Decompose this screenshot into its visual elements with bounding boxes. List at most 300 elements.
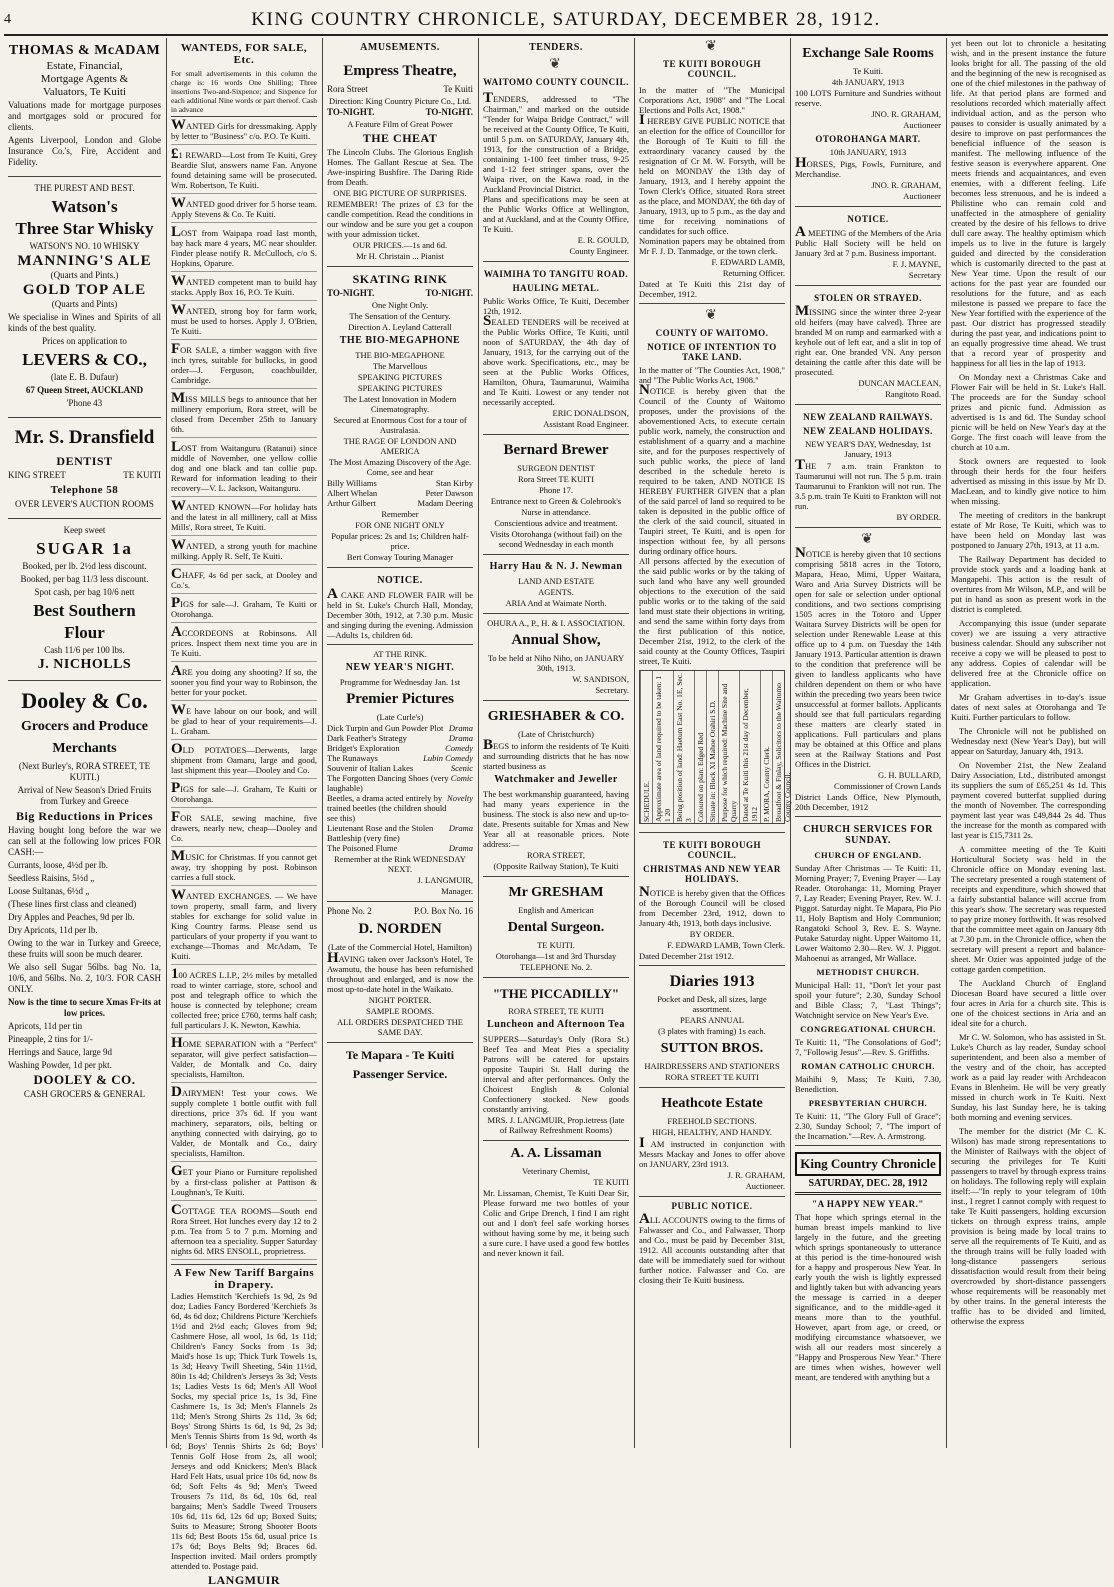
- premier-title: Premier Pictures: [346, 691, 454, 707]
- programme-list: [327, 723, 473, 853]
- classified-ad: WE have labour on our book, and will be glad to hear of your requirements—J. L. Graham.: [171, 705, 317, 740]
- manager-name: J. LANGMUIR,: [417, 875, 473, 885]
- borough-council: TE KUITI BOROUGH COUNCIL.: [662, 840, 762, 860]
- land-matter: In the matter of "The Counties Act, 1908," and "The Public Works Act, 1908.": [639, 365, 785, 385]
- bio-megaphone: THE BIO-MEGAPHONE: [339, 335, 461, 346]
- sugar-ad: [8, 519, 161, 681]
- whisky-prices: Prices on application to: [42, 336, 127, 346]
- at-the-rink: AT THE RINK.: [373, 649, 427, 659]
- grieshaber-ad: [483, 701, 629, 877]
- holidays-body: NOTICE is hereby given that the Offices of the Borough Council will be closed from December 23rd, 1912, down to January 4th, 1913, both days inclusive.: [639, 884, 785, 928]
- column-7: [947, 38, 1110, 1448]
- programme-row: [327, 793, 473, 823]
- speaking-pictures: SPEAKING PICTURES: [357, 372, 443, 382]
- programme-film: Bridget's Exploration: [327, 743, 400, 753]
- gresham-name: Mr GRESHAM: [508, 885, 604, 900]
- marvellous: The Marvellous: [372, 361, 428, 371]
- mcadam-ad: [8, 38, 161, 177]
- mcadam-name: THOMAS & McADAM: [8, 43, 161, 58]
- dooley-item: Dry Apricots, 11d per lb.: [8, 925, 98, 935]
- grieshaber-late: (Late of Christchurch): [518, 729, 594, 739]
- crest-icon: ❦: [705, 308, 719, 323]
- classified-ad: WANTED KNOWN—For holiday hats and the latest in all millinery, call at Miss Mills', Rora street, Te Kuiti.: [171, 501, 317, 536]
- hauling-tender: [483, 262, 629, 435]
- news-item: The member for the district (Mr C. K. Wilson) has made strong representations to the Minister of Railways with the object of securing the privileges for Te Kuiti passengers to travel by through express trains on holidays. The following reply will explain itself:—"In reply to your telegram of 10th inst., I regret I cannot comply with request to take Te Kuiti passengers, holding excursion tickets on through express trains, ample provision is being made by local trains to serve all the requirements of Te Kuiti, and as the through trains will be fully loaded with long-distance passengers serious dissatisfaction would result from their being overcrowded by short-distance passengers whose requirements will be reasonably met by other trains. In the general interests the traffic has to be divided and limited, otherwise the express: [951, 1126, 1106, 1326]
- norden-ad: [327, 902, 473, 1043]
- maclean-name: DUNCAN MACLEAN,: [858, 378, 941, 388]
- railways-heading: NEW ZEALAND RAILWAYS.: [803, 412, 933, 422]
- ale-sub: (Quarts and Pints.): [50, 270, 119, 280]
- night-porter: NIGHT PORTER.: [368, 995, 432, 1005]
- programme-row: [327, 823, 473, 843]
- ale-name: MANNING'S ALE: [17, 253, 152, 269]
- cong-heading: CONGREGATIONAL CHURCH.: [800, 1024, 936, 1034]
- gresham-tel: TELEPHONE No. 2.: [519, 962, 593, 972]
- hau-newman-name: Harry Hau & N. J. Newman: [489, 561, 623, 572]
- empress-direction: Direction: King Country Picture Co., Ltd.: [328, 96, 472, 106]
- manager-title: Manager.: [441, 886, 473, 896]
- brewer-name: Bernard Brewer: [503, 442, 609, 458]
- nicholls-name: J. NICHOLLS: [37, 657, 132, 672]
- norden-pobox: P.O. Box No. 16: [413, 906, 473, 916]
- sugar-line: Spot cash, per bag 10/6 nett: [34, 587, 135, 597]
- lissaman-town: TE KUITI: [593, 1177, 629, 1187]
- column-5: [635, 38, 792, 1448]
- programme-row: [327, 843, 473, 853]
- editorial-continued: yet been out lot to chronicle a hesitating wish, and in the present instance the future looks bright for all. The passing of the old and the beginning of the new is recognised as one of the chief milestones in the pathway of life. At that period plans are formed and resolutions recorded which materially affect individual action, and as the person who pauses to consider is usually animated by a desire to improve on past performances the beneficial influence of the season is manifest. The mellowing influence of the festive season is everywhere apparent. One meets friends and acquaintances, and even enemies, with a different feeling. Life becomes less strenuous, and he is indeed a Philistine who can remain cold and unaffected in the atmosphere of geniality created by the desire of his fellows to drive dull care away. The healthy optimism which impels us to live in the future is largely guided and directed by the consideration which is customarily directed to the past at New Year time. Upon the result of our actions for the past year are founded our resolutions for the future, and as each milestone is passed we prepare to face the New Year fortified with the experience of the past. Our district has progressed steadily during the past year, and indications point to an equally progressive time ahead. We trust that a record year of prosperity and happiness for all lies in the lap of 1913.: [951, 38, 1106, 368]
- remember-word: Remember: [381, 509, 419, 519]
- programme-film: Souvenir of Italian Lakes: [327, 763, 414, 773]
- remember-line: REMEMBER! The prizes of £3 for the candle competition. Read the conditions in our window and be sure you get a coupon with your admission ticket.: [327, 199, 473, 239]
- otor-mart: OTOROHANGA MART.: [815, 134, 921, 144]
- meth-body: Municipal Hall: 11, "Don't let your past spoil your future"; 2.30, Sunday School and Bible Class; 7, "Last Things"; Watchnight service on New Year's Eve.: [795, 980, 941, 1020]
- ale-name: GOLD TOP ALE: [22, 282, 147, 298]
- langmuir-footer: LANGMUIR: [208, 1573, 280, 1587]
- graham-title: Auctioneer: [903, 191, 941, 201]
- bridge-tender: [483, 90, 629, 262]
- schedule-cell: Purpose for which required: Machine Site and Quarry: [718, 671, 739, 823]
- waitomo-council: WAITOMO COUNTY COUNCIL.: [483, 77, 629, 87]
- feature-line: A Feature Film of Great Power: [347, 119, 453, 129]
- graham-title: Auctioneer: [903, 120, 941, 130]
- newspaper-title: KING COUNTRY CHRONICLE, SATURDAY, DECEMBER 28, 1912.: [251, 9, 881, 30]
- dooley-item: Pineapple, 2 tins for 1/-: [8, 1034, 93, 1044]
- news-item: Stock owners are requested to look through their herds for the four heifers advertised as missing in this issue by Mr D. MacLean, and to kindly give notice to him when missing.: [951, 456, 1106, 506]
- ohura-show-ad: [483, 614, 629, 701]
- flour-cash: Cash 11/6 per 100 lbs.: [44, 645, 125, 655]
- schedule-cell: Being position of land: Haetum East No. 1E, Sec. 3: [673, 671, 694, 823]
- dooley-arrival: Arrival of New Season's Dried Fruits from Turkey and Greece: [17, 785, 152, 806]
- dransfield-street: KING STREET: [8, 470, 66, 480]
- brewer-nurse: Nurse in attendance.: [521, 507, 591, 517]
- schedule-table: [639, 670, 792, 824]
- tariff-heading: A Few New Tariff Bargains in Drapery.: [171, 1264, 317, 1291]
- classified-ad: WANTED, strong boy for farm work, must be used to horses. Apply J. O'Brien, Te Kuiti.: [171, 305, 317, 340]
- by-order: BY ORDER.: [896, 512, 941, 522]
- cast-name: Billy Williams: [327, 478, 377, 488]
- bridge-tender-body: TENDERS, addressed to "The Chairman," and marked on the outside "Tender for Waipa Bridge Contract," will be received at the County Office, Te Kuiti, until 5 p.m. on SATURDAY, January 4th, 1913, for the construction of a Bridge, containing 1-100 feet timber truss, 9-25 and 1-12 feet stringer spans, over the Waipa river, on the Kawa road, in the Auckland Provincial District.: [483, 90, 629, 194]
- sugar-line: Booked, per lb. 2½d less discount.: [22, 561, 147, 571]
- dransfield-ad: [8, 418, 161, 519]
- graham-name: J. R. GRAHAM,: [727, 1170, 785, 1180]
- crown-lands-notice: [795, 528, 941, 817]
- programme-film: Dick Turpin and Gun Powder Plot: [327, 723, 444, 733]
- programme-film: The Forgotten Dancing Shoes (very laughable): [327, 773, 449, 793]
- holidays-date: Dated December 21st 1912.: [639, 951, 734, 961]
- whisky-top: THE PUREST AND BEST.: [34, 183, 135, 193]
- classified-ad: ARE you doing any shooting? If so, the sooner you find your way to Robinson, the better for your pocket.: [171, 666, 317, 701]
- dransfield-over: OVER LEVER'S AUCTION ROOMS: [15, 499, 154, 509]
- classified-ad: PIGS for sale—J. Graham, Te Kuiti or Otorohanga.: [171, 598, 317, 623]
- column-6: [791, 38, 945, 1448]
- dooley-line: Grocers and Produce: [20, 719, 149, 734]
- schedule-cell: Approximate area of land required to be taken: 1 1 20: [652, 671, 673, 823]
- donaldson-name: ERIC DONALDSON,: [552, 408, 629, 418]
- dooley-owing: Owing to the war in Turkey and Greece, these fruits will soon be much dearer.: [8, 938, 161, 959]
- piccadilly-sign: MRS. J. LANGMUIR, Prop.ietress (late of Railway Refreshment Rooms): [487, 1115, 625, 1135]
- whisky-ad: [8, 177, 161, 418]
- editorial-heading: "A HAPPY NEW YEAR.": [812, 1199, 924, 1209]
- pears-annual: PEARS ANNUAL: [680, 1015, 744, 1025]
- levers-address: 67 Queen Street, AUCKLAND: [25, 385, 144, 395]
- meth-heading: METHODIST CHURCH.: [816, 967, 920, 977]
- dransfield-town: TE KUITI: [123, 470, 161, 480]
- bio-megaphone: THE BIO-MEGAPHONE: [355, 350, 445, 360]
- norden-name: D. NORDEN: [358, 921, 442, 937]
- programme-line: Programme for Wednesday Jan. 1st: [339, 677, 461, 687]
- programme-row: [327, 743, 473, 753]
- norden-body: HAVING taken over Jackson's Hotel, Te Awamutu, the house has been refurnished throughout and enlarged, and is now the most up-to-date hotel in the Waikato.: [327, 950, 473, 994]
- schedule-cell: Situate in: Block XI Mahoe Orahiri S.D.: [706, 671, 718, 823]
- church-heading: CHURCH SERVICES FOR SUNDAY.: [803, 824, 933, 846]
- direction-line: Direction A. Leyland Catterall: [348, 322, 452, 332]
- stolen-notice: [795, 286, 941, 405]
- sandison: W. SANDISON,: [572, 674, 629, 684]
- take-land-notice: [639, 304, 792, 833]
- intention-heading: NOTICE OF INTENTION TO TAKE LAND.: [647, 342, 777, 362]
- gould-title: County Engineer.: [569, 246, 629, 256]
- borough-council: TE KUITI BOROUGH COUNCIL.: [662, 59, 762, 79]
- graham-name: JNO. R. GRAHAM,: [871, 109, 941, 119]
- popular-prices: Popular prices: 2s and 1s; Children half-price.: [331, 531, 469, 551]
- aria-line: ARIA And at Waimate North.: [505, 598, 607, 608]
- gresham-town: TE KUITI.: [537, 940, 575, 950]
- classified-ad: OLD POTATOES—Derwents, large shipment from Oamaru, large and good, last shipment this year—Dooley and Co.: [171, 744, 317, 779]
- bullard-title: Commissioner of Crown Lands: [834, 781, 941, 791]
- one-night: One Night Only.: [371, 300, 429, 310]
- land-body: NOTICE is hereby given that the Council of the County of Waitomo proposes, under the provisions of the abovementioned Acts, to execute certain public work, namely, the construction and establishment of a quarry and a machine site, and for the purposes respectively of such public works, the piece of land described in the schedule hereto is required to be taken, AND NOTICE IS HEREBY FURTHER GIVEN that a plan of the said parcel of land so required to be taken is deposited in the public office of the clerk of the said council, situated in Taupiri street, Te Kuiti, and is open for inspection without fee, by all persons during ordinary office hours.: [639, 382, 785, 556]
- by-order: BY ORDER.: [689, 929, 735, 939]
- grieshaber-name: GRIESHABER & CO.: [487, 709, 625, 724]
- programme-genre: Drama: [448, 823, 473, 833]
- programme-genre: Comic: [450, 773, 473, 783]
- whisky-name: Three Star Whisky: [15, 219, 154, 238]
- whisky-spec: We specialise in Wines and Spirits of all kinds of the best quality.: [8, 312, 161, 333]
- film-list: The Lincoln Clubs. The Glorious English Homes. The Gallant Rescue at Sea. The Awe-inspiring Bushfire. The Daring Ride from Death.: [327, 147, 473, 187]
- programme-row: [327, 753, 473, 763]
- classified-ad: GET your Piano or Furniture repolished by a first-class polisher at Pattison & Loughnan's, Te Kuiti.: [171, 1166, 317, 1201]
- cast-name: Stan Kirby: [435, 478, 473, 488]
- cast-name: Peter Dawson: [425, 488, 473, 498]
- dooley-footer: DOOLEY & CO.: [33, 1072, 136, 1087]
- sealed-body: SEALED TENDERS will be received at the Public Works Office, Te Kuiti, until noon of SATURDAY, the 4th day of January, 1913, for the carrying out of the above work. Specifications, etc., may be seen at the Public Works Offices, Hamilton, Ohura, Taumarunui, Waimiha and Te Kuiti. Lowest or any tender not necessarily accepted.: [483, 313, 629, 407]
- sutton-address: RORA STREET TE KUITI: [665, 1072, 759, 1082]
- brewer-visits: Visits Otorohanga (without fail) on the second Wednesday in each month: [490, 529, 622, 549]
- heathcote-body: I AM instructed in conjunction with Messrs Mackay and Jones to offer above on JANUARY, 23rd 1913.: [639, 1135, 785, 1169]
- rage-line: THE RAGE OF LONDON AND AMERICA: [343, 436, 457, 456]
- holidays-heading: NEW ZEALAND HOLIDAYS.: [803, 426, 933, 436]
- railways-notice: [795, 405, 941, 528]
- programme-film: The Poisoned Flume: [327, 843, 398, 853]
- tonight-label: TO-NIGHT.: [327, 107, 375, 117]
- secretary: Secretary.: [595, 685, 629, 695]
- classified-ad: WANTED competent man to build hay stacks. Apply Box 16, P.O. Te Kuiti.: [171, 276, 317, 301]
- cake-fair-notice: [327, 568, 473, 645]
- ce-body: Sunday After Christmas — Te Kuiti: 11, Morning Prayer; 7, Evening Prayer — Lay Reader. Otorohanga: 11, Morning Prayer 7, Lay Reader; Evening Prayer, Rev. W. J. Piggot. Saturday night. Te Mapara, Pio Pio 11, Holy Baptism and Holy Communion; Rangatoki School 3, Rev. E. S. Wayne. Putake Saturday night. Upper Waitomo 11, Lower Waitomo 2.30—Rev. W. J. Piggot. Mahoenui as arranged, Mr Wallace.: [795, 863, 941, 963]
- wanteds-list: [171, 117, 317, 1260]
- public-notice-heading: PUBLIC NOTICE.: [671, 1201, 753, 1211]
- dooley-name: Dooley & Co.: [21, 688, 148, 713]
- levers-name: LEVERS & CO.,: [22, 350, 147, 369]
- mcadam-line: Estate, Financial,: [46, 60, 123, 72]
- town-clerk: F. EDWARD LAMB, Town Clerk.: [667, 940, 785, 950]
- programme-row: [327, 773, 473, 793]
- programme-film: Beetles, a drama acted entirely by trained beetles (the children should see this): [327, 793, 447, 823]
- piccadilly-luncheon: Luncheon and Afternoon Tea: [487, 1019, 625, 1030]
- grieshaber-street: RORA STREET,: [527, 850, 585, 860]
- dooley-now: Now is the time to secure Xmas Fr-its at low prices.: [8, 997, 161, 1018]
- heathcote-title: Heathcote Estate: [661, 1096, 763, 1111]
- classified-ad: FOR SALE, sewing machine, five drawers, nearly new, cheap—Dooley and Co.: [171, 812, 317, 847]
- piccadilly-name: "THE PICCADILLY": [492, 986, 620, 1001]
- column-2: [167, 38, 321, 1587]
- niho-line: To be held at Niho Niho, on JANUARY 30th, 1913.: [487, 653, 625, 673]
- news-item: The Railway Department has decided to provide stock yards and a loading bank at Mangapehi. This action is the result of overtures from Mr Wilson, M.P., and will be put in hand as soon as present work in the district is completed.: [951, 554, 1106, 614]
- classified-ad: WANTED, a strong youth for machine milking. Apply R. Self, Te Kuiti.: [171, 540, 317, 565]
- crest-icon: ❦: [705, 39, 719, 54]
- exchange-lots: 100 LOTS Furniture and Sundries without reserve.: [795, 88, 941, 108]
- election-date: Dated at Te Kuiti this 21st day of December, 1912.: [639, 279, 785, 299]
- wanteds-note: For small advertisements in this column the charge is: 16 words One Shilling; Three insertions Two-and-Sixpence; and Sixpence for each additional Nine words or part thereof. Cash in advance: [171, 69, 317, 117]
- cast-name: Albert Whelan: [327, 488, 378, 498]
- programme-genre: Novelty: [447, 793, 473, 803]
- dransfield-telephone: Telephone 58: [50, 484, 119, 496]
- dooley-ad: [8, 681, 161, 1108]
- news-item: The Chronicle will not be published on Wednesday next (New Year's Day), but will appear on Saturday, January 4th, 1913.: [951, 726, 1106, 756]
- classified-ad: 100 ACRES L.I.P., 2½ miles by metalled road to winter carriage, store, school and post and telegraph office to which the house is connected by telephone; cream collected free; price £760, terms half cash; full particulars J. K. Newton, Kawhia.: [171, 969, 317, 1034]
- mapara-service: Te Mapara - Te Kuiti Passenger Service.: [345, 1048, 455, 1081]
- exchange-title: Exchange Sale Rooms: [802, 46, 934, 61]
- dooley-item: Washing Powder, 1d per pkt.: [8, 1060, 112, 1070]
- maclean-address: Rangitoto Road.: [885, 389, 941, 399]
- crest-icon: ❦: [861, 532, 875, 547]
- news-item: Accompanying this issue (under separate cover) we are issuing a very attractive business calendar. Should any subscriber not receive a copy we will be pleased to post to any address. Copies of calendar will be delivered free at the Chronicle office on application.: [951, 618, 1106, 688]
- page-number: 4: [4, 12, 11, 27]
- dooley-line: Merchants: [52, 741, 117, 756]
- dooley-reductions: Big Reductions in Prices: [16, 809, 153, 823]
- dooley-footer2: CASH GROCERS & GENERAL: [23, 1089, 146, 1099]
- programme-row: [327, 723, 473, 733]
- amusements-heading: AMUSEMENTS.: [360, 42, 440, 53]
- dooley-item: Dry Apples and Peaches, 9d per lb.: [8, 912, 135, 922]
- classified-ad: COTTAGE TEA ROOMS—South end Rora Street. Hot lunches every day 12 to 2 p.m. Tea from 5 to 7 p.m. Morning and afternoon tea a speciality. Supper Saturday nights 6d. MRS ENSOLL, proprietress.: [171, 1205, 317, 1260]
- classified-ad: WANTED Girls for dressmaking. Apply by letter to "Business" c/o. P.O. Te Kuiti.: [171, 120, 317, 145]
- programme-genre: Drama: [448, 723, 473, 733]
- classified-ad: CHAFF, 4s 6d per sack, at Dooley and Co.'s.: [171, 569, 317, 594]
- public-notice: [639, 1201, 785, 1285]
- masthead-rule: [4, 34, 1108, 36]
- dransfield-role: DENTIST: [56, 454, 113, 468]
- classified-ad: £1 REWARD—Lost from Te Kuiti, Grey Beardie Slut, answers name Fan. Anyone found detaining same will be prosecuted. Wm. Robertson, Te Kuiti.: [171, 149, 317, 194]
- grieshaber-opp: (Opposite Railway Station), Te Kuiti: [493, 861, 619, 871]
- brewer-role: SURGEON DENTIST: [517, 463, 595, 473]
- road-heading: WAIMIHA TO TANGITU ROAD.: [483, 269, 629, 279]
- editorial-date: SATURDAY, DEC. 28, 1912: [808, 1178, 928, 1189]
- sutton-name: SUTTON BROS.: [660, 1041, 764, 1056]
- grieshaber-best: The best workmanship guaranteed, having had many years experience in the business. The stock is also new and up-to-date. Presents suitable for Xmas and New Year all at reasonable prices. Note address:—: [483, 789, 629, 849]
- gresham-english: English and American: [518, 905, 594, 915]
- norden-late: (Late of the Commercial Hotel, Hamilton): [328, 942, 472, 952]
- surprise-line: ONE BIG PICTURE OF SURPRISES.: [333, 188, 467, 198]
- classified-ad: LOST from Waipapa road last month, bay hack mare 4 years, MC near shoulder. Finder please notify R. McCulloch, c/o S. Hopkins, Oparure.: [171, 227, 317, 272]
- mcadam-line: Mortgage Agents &: [40, 73, 129, 85]
- programme-row: [327, 733, 473, 743]
- bridge-plans: Plans and specifications may be seen at the Public Works Office at Wellington, and at Auckland, and at the County Office, Te Kuiti.: [483, 194, 629, 234]
- mayne-title: Secretary: [908, 270, 941, 280]
- lissaman-name: A. A. Lissaman: [510, 1146, 602, 1161]
- mcadam-agents: Agents Liverpool, London and Globe Insurance Co.'s, Fire, Accident and Fidelity.: [8, 135, 161, 167]
- lamb-title: Returning Officer.: [722, 268, 785, 278]
- dooley-item: Seedless Raisins, 5½d „: [8, 873, 95, 883]
- sugar-line: Booked, per bag 11/3 less discount.: [20, 574, 149, 584]
- flour-title: Best Southern: [33, 601, 136, 620]
- ale-sub: (Quarts and Pints): [51, 299, 118, 309]
- schedule-cell: Broadfoot & Finlay, Solicitors to the Waitomo County Council.: [772, 671, 793, 823]
- empress-title: Empress Theatre,: [343, 63, 457, 79]
- tariff-body: Ladies Hemstitch 'Kerchiefs 1s 9d, 2s 9d doz; Ladies Fancy Bordered 'Kerchiefs 3s 6d, 4s 6d doz; Childrens Picture 'Kerchiefs 1½d and 2½d each; Gloves from 9d; Cashmere Hose, all wool, 1s 6d, 1s 11d; Children's Fancy Socks from 1s 3d; Maid's hose 1s up; Thick Turk Towels 1s, 1s 3d; Heavy Twill Sheeting, 54in 11½d, 80in 1s 4d; Children's Jerseys 3s 3d; Vests 1s; Ladies Vests 1s 6d; Men's All Wool Socks, my special price 1s, 1s 3d, Fine Cashmere 1s, 1s 3d; Men's Flannels 2s 11d; Men's Strong Shirts 2s 11d, 3s 6d; Boys' Strong Shirts 1s 6d, 1s 9d, 2s 3d; Men's Tennis Shirts from 1s 9d, worth 4s 6d; Boys' Tennis Shirts 2s 6d; Boys' Tennis Golf Hose from 2s, all wool; Jerseys and odd Knickers; Men's Black Hard Felt Hats, usual price 10s 6d, now 8s 6d; Soft Felts 4s 9d; Men's Tweed Trousers 7s 11d, 8s 6d, 10s 6d, real bargains; Men's Saddle Tweed Trousers 10s 6d, 11s 6d, 12s 6d up; Boxed Suits; Suits to Measure; Strong Shooter Boots 11s 6d; Best Boots 15s 6d, usual price 1s 17s 6d; Boys Belts 9d; Braces 6d. Inspection invited. Mail orders promptly attended to. Postage paid.: [171, 1291, 317, 1571]
- whisky-sub: WATSON'S NO. 10 WHISKY: [29, 241, 140, 251]
- the-cheat-title: THE CHEAT: [362, 131, 438, 145]
- news-item: Mr Graham advertises in to-day's issue dates of next sales at Otorohanga and Te Kuiti. Further particulars to follow.: [951, 692, 1106, 722]
- skating-title: SKATING RINK: [352, 272, 448, 286]
- schedule-cell: Coloured on plan: Edged Red: [694, 671, 706, 823]
- levers-late: (late E. B. Dufaur): [50, 372, 119, 382]
- dooley-item: Currants, loose, 4½d per lb.: [8, 860, 108, 870]
- pianist-line: Mr H. Christain ... Pianist: [356, 251, 444, 261]
- wanteds-heading: WANTEDS, FOR SALE, Etc.: [180, 42, 308, 66]
- ohura-association: OHURA A., P., H. & I. ASSOCIATION.: [487, 618, 625, 628]
- most-line: The Most Amazing Discovery of the Age. Come, see and hear: [328, 457, 472, 477]
- cast-name: Arthur Gilbert: [327, 498, 376, 508]
- crown-body: NOTICE is hereby given that 10 sections comprising 5818 acres in the Totoro, Mapara, Heao, Mimi, Upper Waitara, Waro and Aria Survey Districts will be open for sale or selection under optional conditions, and two sections comprising 1505 acres in the Totoro and Upper Waitara Survey Districts will be open for selection under Renewable Lease at this office up to 4 p.m. on Tuesday the 14th January 1913. Particular attention is drawn to the condition that preference will be given to landless applicants who have children dependent on them or who have within the preceding two years been twice unsuccessful at former ballots. Applicants should see that full particulars regarding these matters are clearly stated in applications. Full particulars and plans may be obtained at this Office and plans seen at the Railway Stations and Post Offices in the District.: [795, 545, 941, 769]
- column-3: [323, 38, 477, 1448]
- touring-manager: Bert Conway Touring Manager: [346, 552, 454, 562]
- sugar-keep: Keep sweet: [63, 525, 106, 535]
- nomination: Nomination papers may be obtained from Mr F. J. D. Tanmadge, or the town clerk.: [639, 236, 785, 256]
- otor-date: 10th JANUARY, 1913: [829, 147, 907, 157]
- brewer-entrance: Entrance next to Green & Colebrook's: [490, 496, 622, 506]
- classified-ad: FOR SALE, a timber waggon with five inch tyres, suitable for bullocks, in good order—J. Ferguson, coachbuilder, Cambridge.: [171, 344, 317, 389]
- dooley-item: Herrings and Sauce, large 9d: [8, 1047, 113, 1057]
- sutton-ad: [639, 966, 785, 1088]
- graham-title: Auctioneer.: [745, 1181, 785, 1191]
- classified-ad: WANTED EXCHANGES. — We have town property, small farm, and livery stables for exchange for solid value in King Country farms. Please send us particulars of your property if you want to exchange—Thomas and McAdam, Te Kuiti.: [171, 890, 317, 965]
- meeting-body: A MEETING of the Members of the Aria Public Hall Society will be held on January 3rd at 7 p.m. Business important.: [795, 224, 941, 258]
- column-4: [479, 38, 633, 1448]
- graham-name: JNO. R. GRAHAM,: [871, 180, 941, 190]
- dooley-item: Apricots, 11d per tin: [8, 1021, 83, 1031]
- pwo-date: Public Works Office, Te Kuiti, December 12th, 1912.: [483, 296, 629, 316]
- pres-body: Te Kuiti: 11, "The Glory Full of Grace"; 2.30, Sunday School; 7, "The import of the Incarnation."—Rev. A. Armstrong.: [795, 1111, 941, 1141]
- for-one-night: FOR ONE NIGHT ONLY: [355, 520, 445, 530]
- gresham-dental: Dental Surgeon.: [507, 920, 605, 935]
- programme-genre: Lubin Comedy: [423, 753, 473, 763]
- latest-line: The Latest Innovation in Modern Cinematography.: [343, 394, 457, 414]
- exchange-town: Te Kuiti.: [852, 66, 884, 76]
- cast-name: Madam Deering: [417, 498, 473, 508]
- hau-newman-ad: [483, 555, 629, 614]
- classified-ad: LOST from Waitanguru (Ratanui) since middle of November, one yellow collie dog and one black and tan collie pup. Reward for information leading to their recovery—V. L. Jackson, Waitanguru.: [171, 442, 317, 497]
- empress-ad: [327, 56, 473, 267]
- flour-title: Flour: [64, 623, 105, 642]
- bullard-name: G. H. BULLARD,: [877, 770, 941, 780]
- dooley-address: (Next Burley's, RORA STREET, TE KUITI.): [18, 761, 151, 782]
- tonight-label: TO-NIGHT.: [425, 107, 473, 117]
- grieshaber-begs: BEGS to inform the residents of Te Kuiti and surrounding districts that he has now started business as: [483, 737, 629, 771]
- gould-name: E. R. GOULD,: [577, 235, 629, 245]
- news-item: On Monday next a Christmas Cake and Flower Fair will be held in St. Luke's Hall. The proceeds are for the Sunday school prizes and picnic fund. Admission as advertised is 1s and 6d. The Sunday school picnic will be held on New Year's day at the Gorge. The first coach will leave from the church at 10 a.m.: [951, 372, 1106, 452]
- schedule-cell: P. MORA, County Clerk.: [760, 671, 772, 823]
- dooley-sugar: We also sell Sugar 56lbs. bag No. 1a, 10/6, and 56lbs. No. 2, 10/3. FOR CASH ONLY.: [8, 962, 161, 994]
- classified-ad: ACCORDEONS at Robinsons. All prices. Inspect them next time you are in Te Kuiti.: [171, 627, 317, 662]
- masthead: [4, 6, 1108, 34]
- high-healthy: HIGH, HEALTHY, AND HANDY.: [652, 1127, 772, 1137]
- sugar-title: SUGAR 1a: [36, 539, 133, 558]
- dransfield-name: Mr. S. Dransfield: [14, 427, 155, 448]
- diaries-title: Diaries 1913: [669, 973, 755, 990]
- brewer-address: Rora Street TE KUITI: [517, 474, 595, 484]
- rc-heading: ROMAN CATHOLIC CHURCH.: [801, 1061, 935, 1071]
- programme-genre: Drama: [448, 843, 473, 853]
- gresham-otor: Otorohanga—1st and 3rd Thursday: [495, 951, 617, 961]
- brewer-phone: Phone 17.: [539, 485, 573, 495]
- programme-film: Dark Feather's Strategy: [327, 733, 407, 743]
- xmas-heading: CHRISTMAS AND NEW YEAR HOLIDAYS.: [643, 864, 781, 884]
- programme-row: [327, 763, 473, 773]
- whisky-name: Watson's: [51, 197, 118, 216]
- watchmaker: Watchmaker and Jeweller: [494, 774, 618, 785]
- lissaman-letter: Mr. Lissaman, Chemist, Te Kuiti Dear Sir, Please forward me two bottles of your Colic and Gripe Drench, I find I am right out and I don't feel safe working horses without having some by me, it being such a sure cure. I have used a good few bottles and never known it fail.: [483, 1188, 629, 1258]
- programme-film: The Runaways: [327, 753, 378, 763]
- election-matter: In the matter of "The Municipal Corporations Act, 1908" and "The Local Elections and Polls Act, 1908.": [639, 85, 785, 115]
- land-estate: LAND AND ESTATE: [518, 576, 594, 586]
- agents: AGENTS.: [538, 587, 574, 597]
- lamb-name: F. EDWARD LAMB,: [711, 257, 785, 267]
- hauling-heading: HAULING METAL.: [512, 283, 600, 293]
- editorial-rule: [795, 1192, 941, 1195]
- remember-rink: Remember at the Rink WEDNESDAY NEXT.: [334, 854, 466, 874]
- sensation: The Sensation of the Century.: [349, 311, 451, 321]
- premier-late: (Late Curle's): [376, 712, 424, 722]
- news-item: The Auckland Church of England Diocesan Board have secured a little over four acres in Aria for a church site. This is one of the choicest sections in Aria and an ideal site for a church.: [951, 978, 1106, 1028]
- aria-hall-notice: [795, 207, 941, 286]
- donaldson-title: Assistant Road Engineer.: [543, 419, 629, 429]
- column-1: [4, 38, 165, 1448]
- rc-body: Maihihi 9, Mass; Te Kuiti, 7.30, Benediction.: [795, 1074, 941, 1094]
- church-services: [795, 817, 941, 1146]
- exchange-date: 4th JANUARY, 1913: [831, 77, 905, 87]
- brewer-ad: [483, 435, 629, 555]
